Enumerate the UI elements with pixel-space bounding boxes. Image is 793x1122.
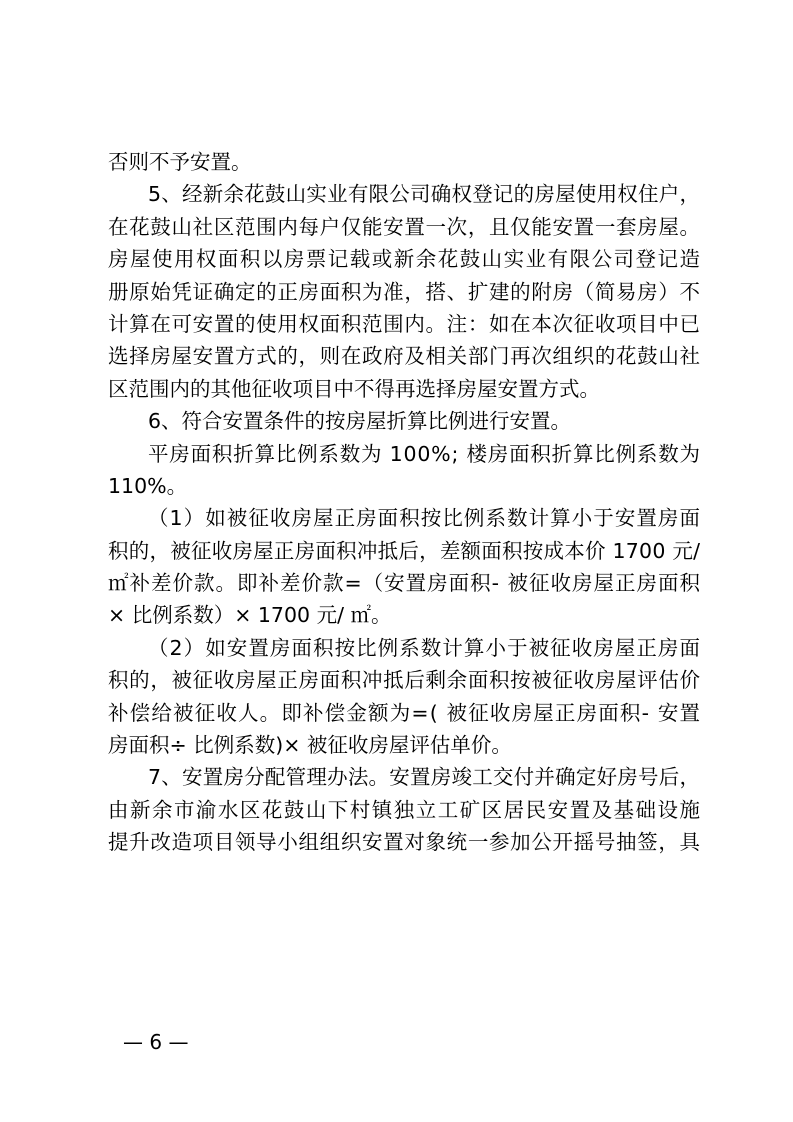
text-line: 册原始凭证确定的正房面积为准，搭、扩建的附房（简易房）不 bbox=[108, 279, 701, 304]
text-line: 由新余市渝水区花鼓山下村镇独立工矿区居民安置及基础设施 bbox=[108, 797, 702, 822]
text-line: × 比例系数）× 1700 元/ ㎡。 bbox=[108, 603, 392, 628]
text-line: 提升改造项目领导小组组织安置对象统一参加公开摇号抽签，具 bbox=[108, 830, 701, 855]
text-line: 计算在可安置的使用权面积范围内。注：如在本次征收项目中已 bbox=[108, 311, 701, 336]
text-line: 房面积÷ 比例系数)× 被征收房屋评估单价。 bbox=[108, 733, 512, 758]
text-line: 否则不予安置。 bbox=[108, 150, 252, 174]
text-line: （2）如安置房面积按比例系数计算小于被征收房屋正房面 bbox=[148, 635, 702, 660]
text-line: 7、安置房分配管理办法。安置房竣工交付并确定好房号后， bbox=[148, 765, 701, 790]
text-line: 平房面积折算比例系数为 100%; 楼房面积折算比例系数为 bbox=[148, 441, 701, 466]
text-line: 房屋使用权面积以房票记载或新余花鼓山实业有限公司登记造 bbox=[108, 247, 702, 272]
text-line: 在花鼓山社区范围内每户仅能安置一次，且仅能安置一套房屋。 bbox=[108, 214, 701, 239]
text-line: ㎡补差价款。即补差价款=（安置房面积- 被征收房屋正房面积 bbox=[108, 571, 701, 596]
text-line: 区范围内的其他征收项目中不得再选择房屋安置方式。 bbox=[108, 376, 600, 401]
text-line: 6、符合安置条件的按房屋折算比例进行安置。 bbox=[148, 409, 572, 434]
text-line: 积的，被征收房屋正房面积冲抵后剩余面积按被征收房屋评估价 bbox=[108, 668, 701, 693]
page-number: — 6 — bbox=[123, 1030, 189, 1054]
text-line: 积的，被征收房屋正房面积冲抵后，差额面积按成本价 1700 元/ bbox=[108, 538, 701, 563]
text-line: 补偿给被征收人。即补偿金额为=( 被征收房屋正房面积- 安置 bbox=[108, 700, 702, 725]
text-line: 110%。 bbox=[108, 473, 188, 498]
text-line: （1）如被征收房屋正房面积按比例系数计算小于安置房面 bbox=[148, 506, 702, 531]
text-line: 选择房屋安置方式的，则在政府及相关部门再次组织的花鼓山社 bbox=[108, 344, 701, 369]
body-text bbox=[108, 146, 700, 859]
text-line: 5、经新余花鼓山实业有限公司确权登记的房屋使用权住户， bbox=[148, 182, 701, 207]
